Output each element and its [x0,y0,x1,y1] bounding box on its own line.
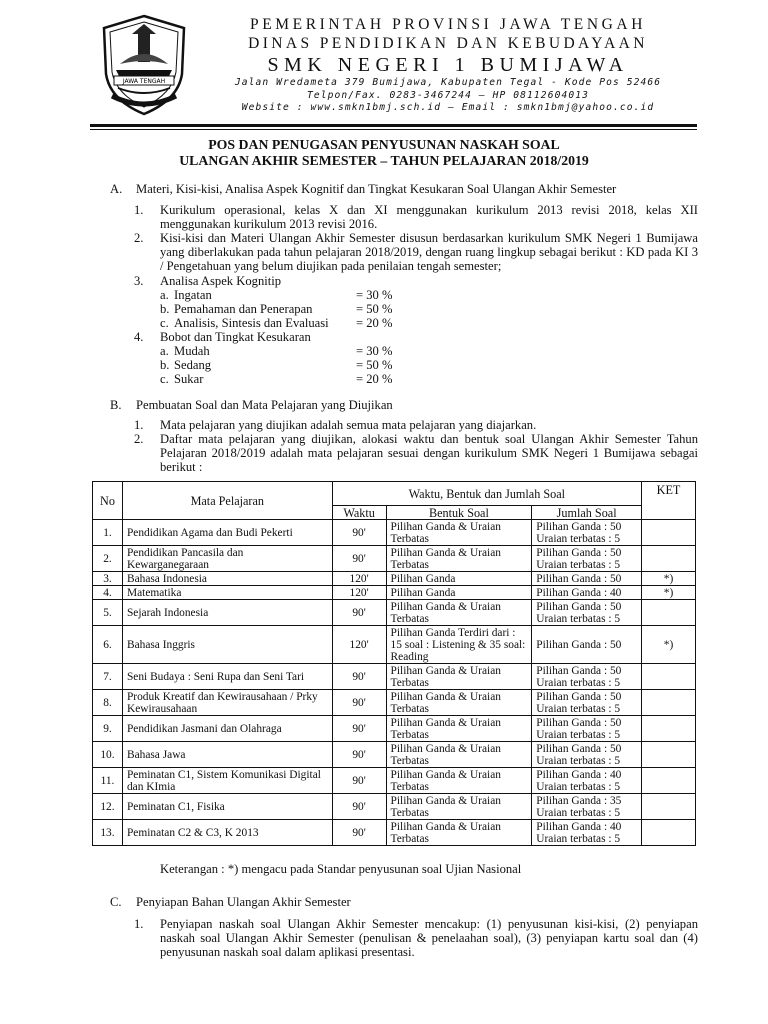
row-question-type: Pilihan Ganda & Uraian Terbatas [386,768,532,794]
subject-table [92,481,696,846]
row-question-count: Pilihan Ganda : 35 Uraian terbatas : 5 [532,794,642,820]
row-question-type: Pilihan Ganda & Uraian Terbatas [386,820,532,846]
row-duration: 90' [332,768,386,794]
table-row [93,586,696,600]
row-subject: Seni Budaya : Seni Rupa dan Seni Tari [122,664,332,690]
letterhead-school-name: SMK NEGERI 1 BUMIJAWA [267,54,629,76]
province-emblem-icon [98,14,190,118]
row-remark [642,546,696,572]
row-question-type: Pilihan Ganda & Uraian Terbatas [386,664,532,690]
svg-text:JAWA TENGAH: JAWA TENGAH [122,78,166,85]
row-number: 5. [93,600,123,626]
kognitif-row: b. Pemahaman dan Penerapan = 50 % [160,302,393,316]
section-a-heading: Materi, Kisi-kisi, Analisa Aspek Kognitif dan Tingkat Kesukaran Soal Ulangan Akhir Semester [136,182,617,196]
row-question-count: Pilihan Ganda : 50 Uraian terbatas : 5 [532,600,642,626]
kesukaran-row: a. Mudah = 30 % [160,344,393,358]
letterhead-website: Website : www.smkn1bmj.sch.id – Email : smkn1bmj@yahoo.co.id [241,102,655,113]
table-row [93,520,696,546]
row-duration: 90' [332,820,386,846]
row-remark: *) [642,626,696,664]
section-c-heading: Penyiapan Bahan Ulangan Akhir Semester [136,895,351,909]
row-number: 4. [93,586,123,600]
row-question-count: Pilihan Ganda : 50 Uraian terbatas : 5 [532,690,642,716]
row-subject: Peminatan C2 & C3, K 2013 [122,820,332,846]
letterhead-address: Jalan Wredameta 379 Bumijawa, Kabupaten Tegal - Kode Pos 52466 [234,77,662,88]
row-remark [642,768,696,794]
row-duration: 120' [332,586,386,600]
row-question-type: Pilihan Ganda & Uraian Terbatas [386,546,532,572]
row-remark [642,690,696,716]
letterhead [90,14,690,118]
row-subject: Matematika [122,586,332,600]
row-question-count: Pilihan Ganda : 40 Uraian terbatas : 5 [532,768,642,794]
row-remark [642,794,696,820]
table-row [93,664,696,690]
row-remark [642,600,696,626]
table-row [93,690,696,716]
letterhead-divider [90,124,697,127]
row-duration: 120' [332,572,386,586]
row-remark [642,716,696,742]
row-number: 1. [93,520,123,546]
row-subject: Pendidikan Pancasila dan Kewarganegaraan [122,546,332,572]
row-remark [642,520,696,546]
row-subject: Peminatan C1, Fisika [122,794,332,820]
table-row [93,820,696,846]
row-remark: *) [642,572,696,586]
table-row [93,626,696,664]
row-question-type: Pilihan Ganda Terdiri dari : 15 soal : Listening & 35 soal: Reading [386,626,532,664]
row-question-count: Pilihan Ganda : 40 [532,586,642,600]
row-duration: 90' [332,690,386,716]
table-row [93,768,696,794]
kognitif-row: c. Analisis, Sintesis dan Evaluasi = 20 % [160,316,393,330]
row-duration: 90' [332,742,386,768]
header-waktu: Waktu [332,506,386,520]
row-duration: 120' [332,626,386,664]
table-footnote: Keterangan : *) mengacu pada Standar penyusunan soal Ujian Nasional [160,862,522,876]
section-c-label: C. [110,895,122,909]
row-question-type: Pilihan Ganda & Uraian Terbatas [386,600,532,626]
row-subject: Produk Kreatif dan Kewirausahaan / Prky Kewirausahaan [122,690,332,716]
header-ket: KET [642,482,696,520]
kesukaran-row: c. Sukar = 20 % [160,372,393,386]
row-question-count: Pilihan Ganda : 50 Uraian terbatas : 5 [532,716,642,742]
row-duration: 90' [332,716,386,742]
section-b-heading: Pembuatan Soal dan Mata Pelajaran yang Diujikan [136,398,393,412]
row-question-count: Pilihan Ganda : 50 [532,572,642,586]
table-row [93,716,696,742]
letterhead-phone: Telpon/Fax. 0283-3467244 – HP 08112604013 [307,89,589,101]
row-question-type: Pilihan Ganda [386,586,532,600]
row-remark [642,820,696,846]
section-b-label: B. [110,398,122,412]
table-row [93,794,696,820]
row-question-count: Pilihan Ganda : 50 Uraian terbatas : 5 [532,520,642,546]
row-duration: 90' [332,600,386,626]
row-duration: 90' [332,520,386,546]
row-number: 12. [93,794,123,820]
row-number: 2. [93,546,123,572]
letterhead-government: PEMERINTAH PROVINSI JAWA TENGAH [249,16,647,33]
row-number: 10. [93,742,123,768]
row-subject: Pendidikan Agama dan Budi Pekerti [122,520,332,546]
document-title: POS DAN PENUGASAN PENYUSUNAN NASKAH SOAL [208,137,560,152]
row-number: 9. [93,716,123,742]
row-remark [642,664,696,690]
row-subject: Bahasa Indonesia [122,572,332,586]
table-row [93,546,696,572]
row-question-type: Pilihan Ganda & Uraian Terbatas [386,742,532,768]
row-question-count: Pilihan Ganda : 50 [532,626,642,664]
kesukaran-row: b. Sedang = 50 % [160,358,393,372]
table-row [93,600,696,626]
row-subject: Sejarah Indonesia [122,600,332,626]
row-question-type: Pilihan Ganda & Uraian Terbatas [386,690,532,716]
row-question-count: Pilihan Ganda : 50 Uraian terbatas : 5 [532,742,642,768]
row-question-type: Pilihan Ganda & Uraian Terbatas [386,794,532,820]
row-duration: 90' [332,664,386,690]
row-duration: 90' [332,794,386,820]
header-no: No [93,482,123,520]
header-jumlah-soal: Jumlah Soal [532,506,642,520]
row-subject: Bahasa Inggris [122,626,332,664]
table-row [93,742,696,768]
kognitif-row: a. Ingatan = 30 % [160,288,393,302]
row-number: 11. [93,768,123,794]
row-question-count: Pilihan Ganda : 50 Uraian terbatas : 5 [532,546,642,572]
header-mata-pelajaran: Mata Pelajaran [122,482,332,520]
row-number: 8. [93,690,123,716]
row-subject: Pendidikan Jasmani dan Olahraga [122,716,332,742]
row-duration: 90' [332,546,386,572]
row-subject: Peminatan C1, Sistem Komunikasi Digital dan KImia [122,768,332,794]
row-question-count: Pilihan Ganda : 50 Uraian terbatas : 5 [532,664,642,690]
letterhead-divider-thin [90,129,697,130]
header-bentuk-soal: Bentuk Soal [386,506,532,520]
row-number: 3. [93,572,123,586]
row-number: 7. [93,664,123,690]
row-question-type: Pilihan Ganda [386,572,532,586]
row-question-type: Pilihan Ganda & Uraian Terbatas [386,716,532,742]
section-a-label: A. [110,182,123,196]
row-number: 13. [93,820,123,846]
row-question-count: Pilihan Ganda : 40 Uraian terbatas : 5 [532,820,642,846]
row-number: 6. [93,626,123,664]
row-question-type: Pilihan Ganda & Uraian Terbatas [386,520,532,546]
header-waktu-bentuk-jumlah: Waktu, Bentuk dan Jumlah Soal [332,482,641,506]
row-remark [642,742,696,768]
table-row [93,572,696,586]
letterhead-agency: DINAS PENDIDIKAN DAN KEBUDAYAAN [248,35,648,52]
row-remark: *) [642,586,696,600]
document-subtitle: ULANGAN AKHIR SEMESTER – TAHUN PELAJARAN 2018/2019 [179,153,589,168]
row-subject: Bahasa Jawa [122,742,332,768]
